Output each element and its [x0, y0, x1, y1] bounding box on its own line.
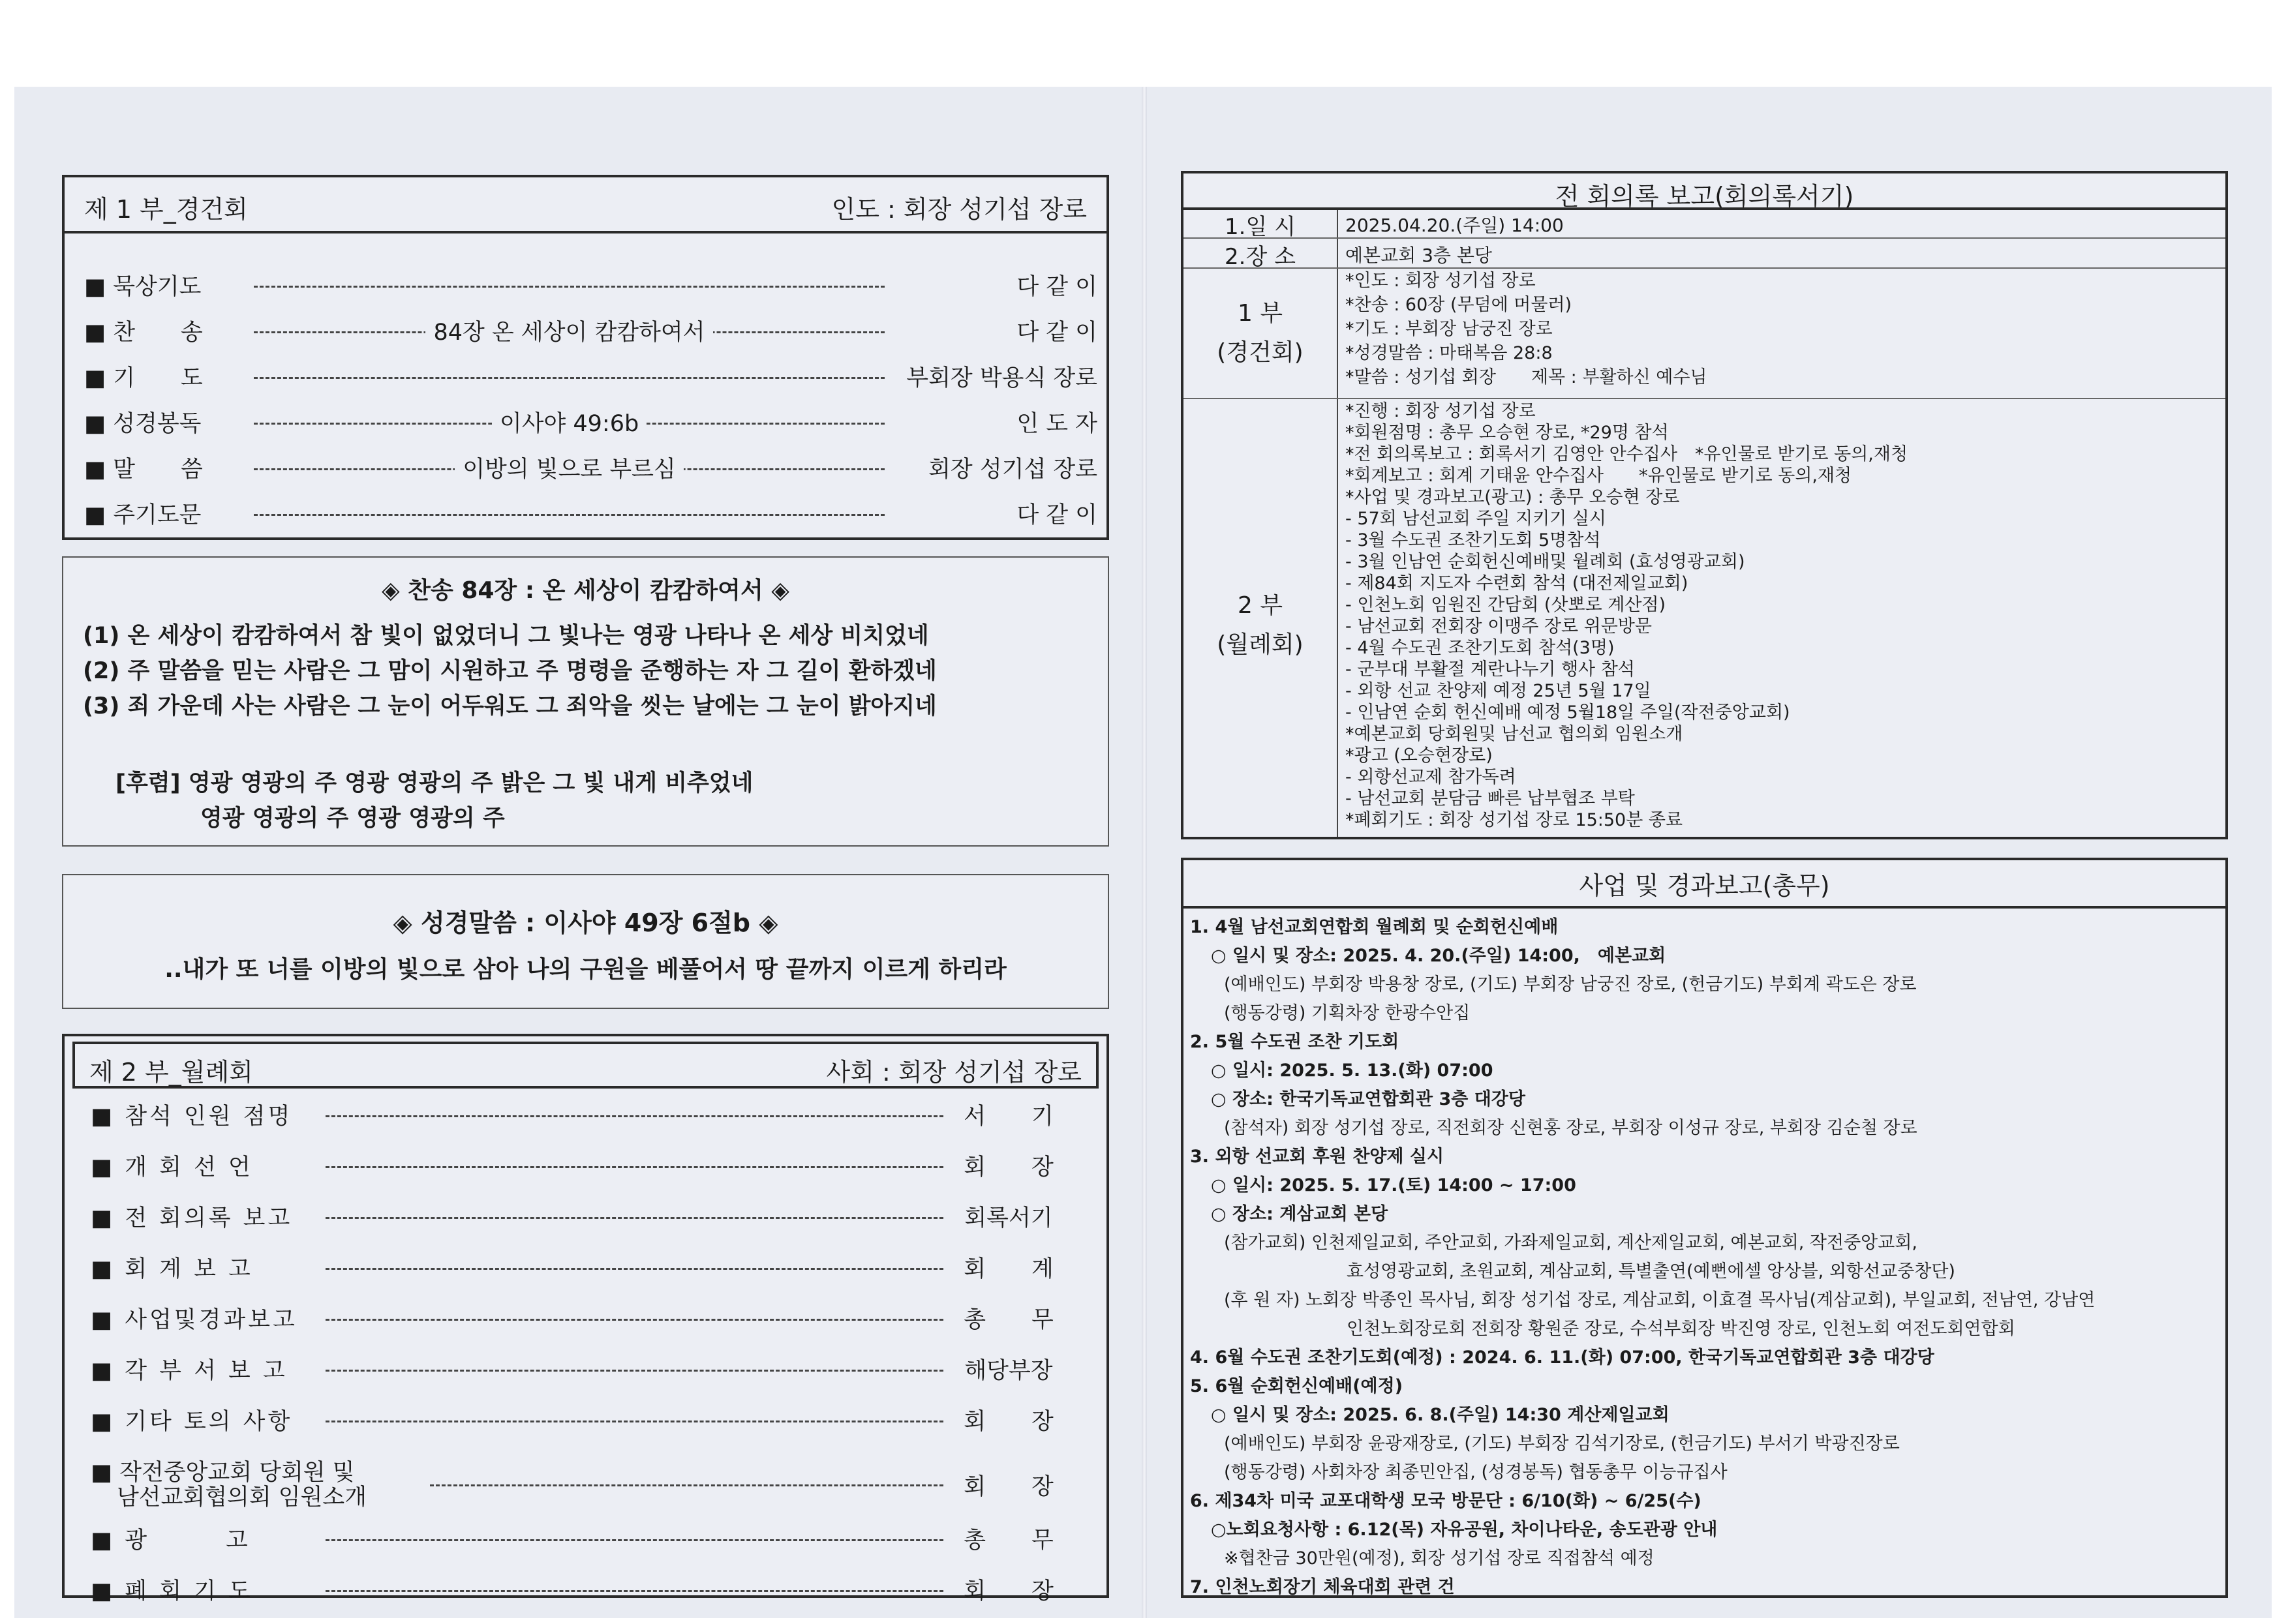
report-line: 1. 4월 남선교회연합회 월례회 및 순회헌신예배: [1190, 917, 1559, 937]
order-person: 부회장 박용식 장로: [906, 365, 1097, 391]
order-label: ■ 기타 토의 사항: [91, 1409, 293, 1435]
part2-rows: [65, 1098, 1106, 1604]
minutes-line: *인도 : 회장 성기섭 장로: [1345, 271, 1536, 291]
scripture-text: ..내가 또 너를 이방의 빛으로 삼아 나의 구원을 베풀어서 땅 끝까지 이르게 하리라: [164, 956, 1007, 983]
report-line: ○ 일시 및 장소: 2025. 4. 20.(주일) 14:00, 예본교회: [1211, 946, 1666, 966]
report-line: ○ 장소: 계삼교회 본당: [1211, 1204, 1388, 1224]
minutes-line: *기도 : 부회장 남궁진 장로: [1345, 319, 1553, 339]
report-line: 5. 6월 순회헌신예배(예정): [1190, 1376, 1403, 1396]
report-title-divider: [1183, 906, 2225, 909]
order-person: 회 장: [964, 1409, 1054, 1435]
scripture-title: ◈ 성경말씀 : 이사야 49장 6절b ◈: [393, 909, 778, 937]
hymn-chorus-1: [후렴] 영광 영광의 주 영광 영광의 주 밝은 그 빛 내게 비추었네: [115, 770, 754, 796]
report-line: 효성영광교회, 초원교회, 계삼교회, 특별출연(예뻔에셀 앙상블, 외항선교중창단): [1347, 1261, 1955, 1282]
place-label: 2.장 소: [1225, 244, 1296, 270]
order-label: ■ 회 계 보 고: [91, 1256, 253, 1282]
business-report-box: [1181, 858, 2228, 1598]
order-person: 총 무: [964, 1307, 1054, 1333]
minutes-line: - 제84회 지도자 수련회 참석 (대전제일교회): [1345, 573, 1688, 594]
order-row: [65, 269, 1106, 314]
hymn-verse-2: (2) 주 말씀을 믿는 사람은 그 맘이 시원하고 주 명령을 준행하는 자 그 길이 환하겠네: [83, 658, 937, 684]
dash-leader: [326, 1421, 943, 1422]
minutes-date-row: [1183, 207, 2225, 239]
order-label: ■ 사업및경과보고: [91, 1307, 297, 1333]
report-lines: [1183, 911, 2225, 1595]
minutes-line: - 군부대 부활절 계란나누기 행사 참석: [1345, 659, 1635, 680]
minutes-line: *진행 : 회장 성기섭 장로: [1345, 401, 1536, 421]
order-row: [65, 1200, 1106, 1251]
order-person: 서 기: [964, 1104, 1054, 1130]
order-person: 인 도 자: [1016, 411, 1097, 437]
order-row: [65, 314, 1106, 360]
order-row: [65, 1454, 1106, 1520]
report-line: (참가교회) 인천제일교회, 주안교회, 가좌제일교회, 계산제일교회, 예본교회, 작전중앙교회,: [1224, 1233, 1918, 1253]
minutes-line: *광고 (오승현장로): [1345, 745, 1493, 766]
dash-leader: [326, 1115, 943, 1117]
order-row: [65, 1353, 1106, 1404]
minutes-line: - 외항선교제 참가독려: [1345, 767, 1516, 787]
minutes-line: *말씀 : 성기섭 회장 제목 : 부활하신 예수님: [1345, 367, 1707, 387]
order-person: 회장 성기섭 장로: [928, 457, 1097, 483]
minutes-line: - 3월 인남연 순회헌신예배및 월례회 (효성영광교회): [1345, 552, 1745, 572]
date-label: 1.일 시: [1225, 214, 1296, 240]
report-line: (참석자) 회장 성기섭 장로, 직전회장 신현홍 장로, 부회장 이성규 장로, 부회장 김순철 장로: [1224, 1118, 1917, 1138]
order-row: [65, 1149, 1106, 1200]
minutes-line: - 남선교회 전회장 이맹주 장로 위문방문: [1345, 616, 1652, 637]
report-title: 사업 및 경과보고(총무): [1579, 871, 1830, 900]
part1-header-divider: [65, 231, 1106, 233]
dash-leader: [326, 1217, 943, 1219]
minutes-line: *예본교회 당회원및 남선교 협의회 임원소개: [1345, 724, 1683, 744]
order-person: 회 장: [964, 1474, 1054, 1500]
report-line: (행동강령) 사회차장 최종민안집, (성경봉독) 협동총무 이능규집사: [1224, 1462, 1728, 1482]
minutes-part2-row: [1183, 398, 2225, 839]
dash-leader: [254, 514, 885, 516]
order-label-line2: 남선교회협의회 임원소개: [117, 1484, 367, 1511]
minutes-line: *회원점명 : 총무 오승현 장로, *29명 참석: [1345, 423, 1669, 443]
scripture-box: [62, 874, 1109, 1009]
order-row: [65, 406, 1106, 451]
order-person: 다 같 이: [1016, 320, 1097, 346]
order-label: ■ 기 도: [84, 365, 203, 391]
date-value: 2025.04.20.(주일) 14:00: [1345, 215, 1564, 236]
order-label: ■ 주기도문: [84, 502, 202, 528]
part1-title: 제 1 부_경건회: [84, 195, 248, 224]
minutes-line: - 인천노회 임원진 간담회 (삿뽀로 계산점): [1345, 595, 1666, 615]
order-detail: 이방의 빛으로 부르심: [455, 457, 684, 483]
minutes-title: 전 회의록 보고(회의록서기): [1555, 182, 1854, 211]
report-line: ○ 장소: 한국기독교연합회관 3층 대강당: [1211, 1089, 1525, 1109]
order-person: 총 무: [964, 1527, 1054, 1554]
place-value: 예본교회 3층 본당: [1345, 245, 1492, 266]
report-line: 4. 6월 수도권 조찬기도회(예정) : 2024. 6. 11.(화) 07:00, 한국기독교연합회관 3층 대강당: [1190, 1347, 1934, 1368]
order-person: 해당부장: [964, 1358, 1053, 1384]
order-label: ■ 광 고: [91, 1527, 251, 1554]
order-person: 회 계: [964, 1256, 1054, 1282]
order-label: ■ 묵상기도: [84, 274, 202, 300]
report-line: 6. 제34차 미국 교포대학생 모국 방문단 : 6/10(화) ~ 6/25(수): [1190, 1491, 1701, 1511]
minutes-place-row: [1183, 237, 2225, 269]
report-line: ○ 일시: 2025. 5. 17.(토) 14:00 ~ 17:00: [1211, 1175, 1576, 1195]
report-line: 인천노회장로회 전회장 황원준 장로, 수석부회장 박진영 장로, 인천노회 여전도회연합회: [1347, 1319, 2015, 1339]
minutes-line: - 57회 남선교회 주일 지키기 실시: [1345, 509, 1606, 529]
order-label: ■ 찬 송: [84, 320, 203, 346]
hymn-verse-1: (1) 온 세상이 캄캄하여서 참 빛이 없었더니 그 빛나는 영광 나타나 온 세상 비치었네: [83, 623, 929, 649]
report-line: (후 원 자) 노회장 박종인 목사님, 회장 성기섭 장로, 계삼교회, 이효결 목사님(계삼교회), 부일교회, 전남연, 강남연: [1224, 1290, 2096, 1310]
order-label: ■ 폐 회 기 도: [91, 1578, 253, 1604]
order-label: ■ 개 회 선 언: [91, 1154, 253, 1180]
part1-leader: 인도 : 회장 성기섭 장로: [831, 195, 1087, 224]
order-row: [65, 1404, 1106, 1454]
order-row: [65, 1573, 1106, 1624]
part1-rows: [65, 269, 1106, 537]
minutes-table: [1181, 171, 2228, 839]
order-label: ■ 전 회의록 보고: [91, 1205, 293, 1231]
order-person: 회 장: [964, 1154, 1054, 1180]
minutes-line: *회계보고 : 회계 기태윤 안수집사 *유인물로 받기로 동의,재청: [1345, 466, 1852, 486]
order-label: ■ 말 씀: [84, 457, 203, 483]
dash-leader: [430, 1484, 943, 1486]
part1-sublabel: (경건회): [1217, 339, 1304, 366]
hymn-title: ◈ 찬송 84장 : 온 세상이 캄캄하여서 ◈: [382, 577, 789, 604]
part1-label: 1 부: [1237, 300, 1283, 327]
report-line: ○ 일시 및 장소: 2025. 6. 8.(주일) 14:30 계산제일교회: [1211, 1405, 1670, 1425]
order-person: 회록서기: [964, 1205, 1053, 1231]
minutes-line: - 인남연 순회 헌신예배 예정 5월18일 주일(작전중앙교회): [1345, 702, 1790, 723]
report-line: 3. 외항 선교회 후원 찬양제 실시: [1190, 1147, 1444, 1167]
minutes-line: *성경말씀 : 마태복음 28:8: [1345, 343, 1553, 363]
hymn-box: [62, 556, 1109, 847]
minutes-line: - 남선교회 분담금 빠른 납부협조 부탁: [1345, 789, 1635, 809]
minutes-line: - 4월 수도권 조찬기도회 참석(3명): [1345, 638, 1615, 658]
minutes-line: *폐회기도 : 회장 성기섭 장로 15:50분 종료: [1345, 810, 1683, 830]
dash-leader: [326, 1370, 943, 1372]
part2-header: [72, 1042, 1099, 1089]
minutes-line: - 3월 수도권 조찬기도회 5명참석: [1345, 530, 1601, 550]
dash-leader: [254, 286, 885, 288]
hymn-chorus-2: 영광 영광의 주 영광 영광의 주: [200, 805, 505, 832]
part1-order-box: [62, 175, 1109, 540]
minutes-part1-row: [1183, 267, 2225, 399]
dash-leader: [326, 1166, 943, 1168]
report-line: ※협찬금 30만원(예정), 회장 성기섭 장로 직접참석 예정: [1224, 1548, 1655, 1569]
order-detail: 84장 온 세상이 캄캄하여서: [425, 320, 712, 346]
part2-label: 2 부: [1237, 592, 1283, 619]
minutes-line: *사업 및 경과보고(광고) : 총무 오승현 장로: [1345, 487, 1680, 507]
order-person: 다 같 이: [1016, 274, 1097, 300]
report-line: 2. 5월 수도권 조찬 기도회: [1190, 1032, 1399, 1052]
order-row: [65, 1522, 1106, 1573]
order-person: 다 같 이: [1016, 502, 1097, 528]
order-row: [65, 360, 1106, 406]
report-line: ○노회요청사항 : 6.12(목) 자유공원, 차이나타운, 송도관광 안내: [1211, 1520, 1718, 1540]
order-detail: 이사야 49:6b: [492, 411, 647, 437]
minutes-line: - 외항 선교 찬양제 예정 25년 5월 17일: [1345, 681, 1651, 701]
order-row: [65, 1251, 1106, 1302]
minutes-title-divider: [1183, 173, 2225, 210]
report-line: ○ 일시: 2025. 5. 13.(화) 07:00: [1211, 1060, 1493, 1081]
order-label: ■ 성경봉독: [84, 411, 202, 437]
order-row: [65, 1098, 1106, 1149]
order-label: ■ 참석 인원 점명: [91, 1104, 293, 1130]
hymn-verse-3: (3) 죄 가운데 사는 사람은 그 눈이 어두워도 그 죄악을 씻는 날에는 그 눈이 밝아지네: [83, 693, 937, 719]
order-row: [65, 497, 1106, 543]
report-line: 7. 인천노회장기 체육대회 관련 건: [1190, 1577, 1455, 1595]
minutes-line: *전 회의록보고 : 회록서기 김영안 안수집사 *유인물로 받기로 동의,재청: [1345, 444, 1908, 464]
report-line: (예배인도) 부회장 박용창 장로, (기도) 부회장 남궁진 장로, (헌금기도) 부회계 곽도은 장로: [1224, 974, 1917, 995]
part2-order-box: [62, 1034, 1109, 1604]
order-row: [65, 451, 1106, 497]
part2-sublabel: (월례회): [1217, 631, 1304, 658]
order-row: [65, 1302, 1106, 1353]
dash-leader: [326, 1319, 943, 1321]
part2-title: 제 2 부_월례회: [89, 1058, 253, 1087]
dash-leader: [326, 1268, 943, 1270]
order-label: ■ 작전중앙교회 당회원 및: [91, 1460, 355, 1486]
report-line: (예배인도) 부회장 윤광재장로, (기도) 부회장 김석기장로, (헌금기도) 부서기 박광진장로: [1224, 1434, 1900, 1454]
center-fold: [1142, 87, 1147, 1618]
minutes-line: *찬송 : 60장 (무덤에 머물러): [1345, 295, 1572, 315]
order-label: ■ 각 부 서 보 고: [91, 1358, 288, 1384]
dash-leader: [254, 377, 885, 379]
dash-leader: [326, 1590, 943, 1592]
part2-leader: 사회 : 회장 성기섭 장로: [826, 1058, 1082, 1087]
dash-leader: [326, 1539, 943, 1541]
order-person: 회 장: [964, 1578, 1054, 1604]
report-line: (행동강령) 기획차장 한광수안집: [1224, 1003, 1471, 1023]
